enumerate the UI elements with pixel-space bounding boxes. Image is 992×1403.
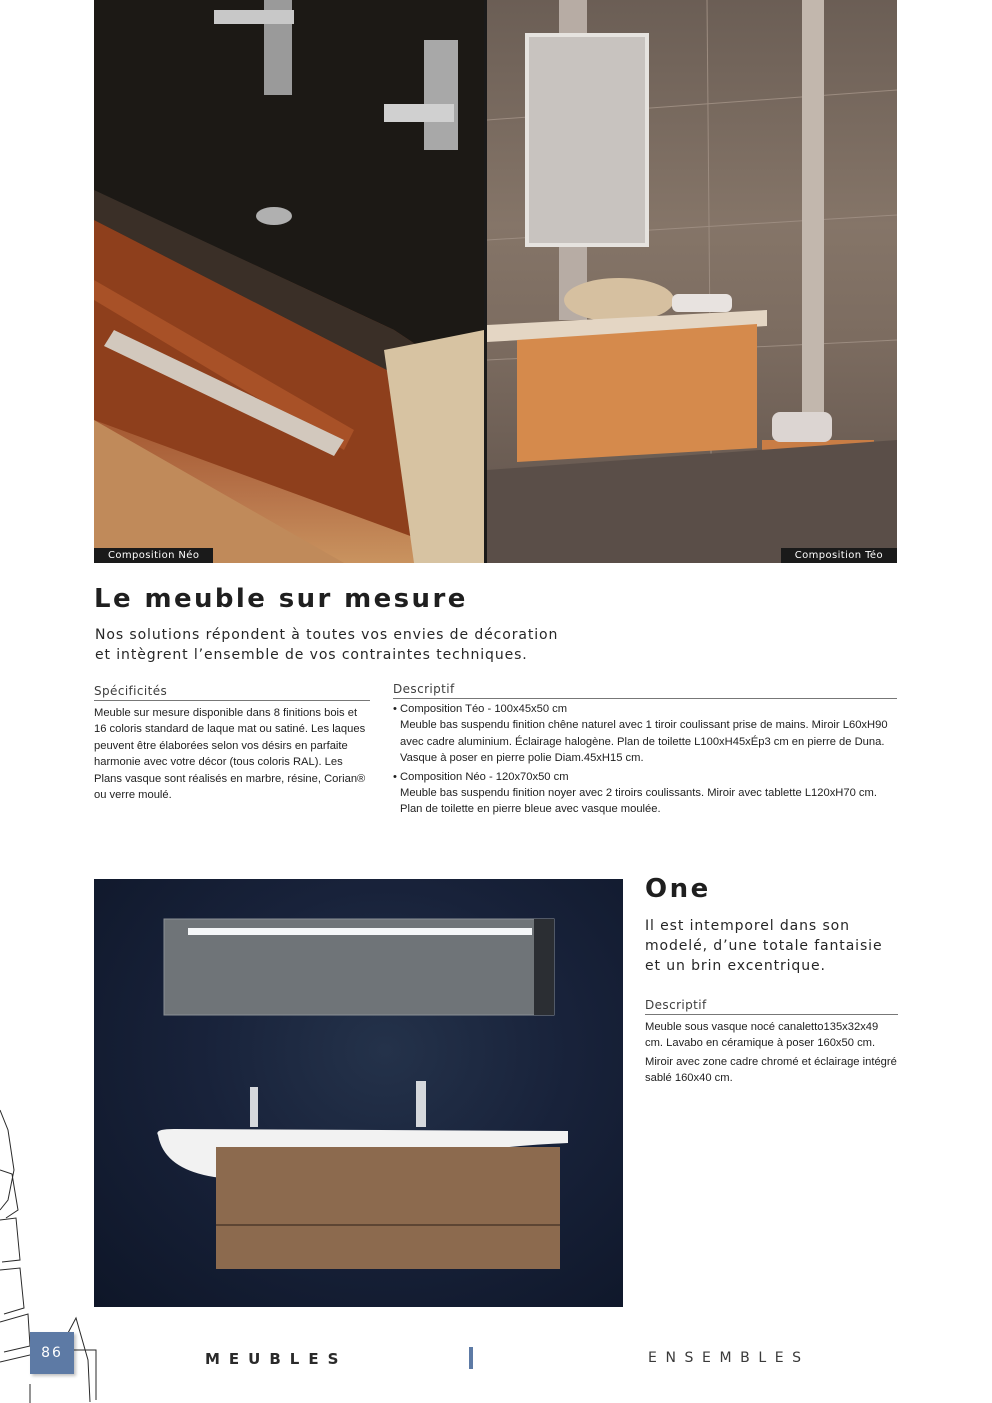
- footer-category-meubles: MEUBLES: [205, 1350, 348, 1368]
- photo-composition-neo: [94, 0, 484, 563]
- intro-line-1: Nos solutions répondent à toutes vos envies de décoration: [95, 627, 559, 643]
- description-item-body: Meuble bas suspendu finition chêne naturel avec 1 tiroir coulissant prise de mains. Miroir L60xH90 avec cadre aluminium. Éclairage halogène. Plan de toilette L100xH45xÉp3 cm en pierre de Duna. Vasque à poser en pierre polie Diam.45xH15 cm.: [400, 719, 888, 765]
- intro-text: [95, 625, 655, 665]
- one-description-p1: Meuble sous vasque nocé canaletto135x32x49 cm. Lavabo en céramique à poser 160x50 cm.: [645, 1021, 879, 1050]
- specifications-heading: Spécificités: [94, 684, 370, 701]
- specifications-block: [94, 684, 370, 803]
- description-item: [393, 769, 897, 818]
- page-title: Le meuble sur mesure: [94, 584, 468, 614]
- description-item-title: • Composition Téo - 100x45x50 cm: [393, 703, 568, 715]
- one-title: One: [645, 874, 711, 904]
- one-description-p2: Miroir avec zone cadre chromé et éclairage intégré sablé 160x40 cm.: [645, 1055, 897, 1085]
- one-intro-line-2: modelé, d’une totale fantaisie: [645, 938, 883, 954]
- page-number: 86: [30, 1332, 74, 1374]
- description-item-title: • Composition Néo - 120x70x50 cm: [393, 770, 569, 783]
- description-item: [393, 701, 897, 767]
- description-block: [393, 682, 897, 818]
- photo-teo-illustration: [487, 0, 897, 563]
- one-intro-line-3: et un brin excentrique.: [645, 958, 826, 974]
- caption-composition-neo: Composition Néo: [94, 548, 213, 563]
- specifications-text: Meuble sur mesure disponible dans 8 finitions bois et 16 coloris standard de laque mat ou satiné. Les laques peuvent être élaborées selon vos désirs en parfaite harmonie avec votre décor (tous coloris RAL). Les Plans vasque sont réalisés en marbre, résine, Corian® ou verre moulé.: [94, 707, 366, 802]
- description-list: [393, 701, 897, 818]
- footer-separator: [469, 1347, 473, 1369]
- photo-composition-teo: [487, 0, 897, 563]
- one-description-block: [645, 998, 898, 1087]
- description-heading: Descriptif: [393, 682, 897, 699]
- one-intro-line-1: Il est intemporel dans son: [645, 918, 850, 934]
- description-item-body: Meuble bas suspendu finition noyer avec 2 tiroirs coulissants. Miroir avec tablette L120xH70 cm. Plan de toilette en pierre bleue avec vasque moulée.: [400, 787, 877, 816]
- intro-line-2: et intègrent l’ensemble de vos contraintes techniques.: [95, 647, 528, 663]
- footer-category-ensembles: ENSEMBLES: [648, 1350, 810, 1366]
- one-description-heading: Descriptif: [645, 998, 898, 1015]
- photo-one-vanity: [94, 879, 623, 1307]
- one-intro-text: [645, 916, 905, 976]
- caption-composition-teo: Composition Téo: [781, 548, 897, 563]
- photo-neo-illustration: [94, 0, 484, 563]
- photo-one-illustration: [94, 879, 623, 1307]
